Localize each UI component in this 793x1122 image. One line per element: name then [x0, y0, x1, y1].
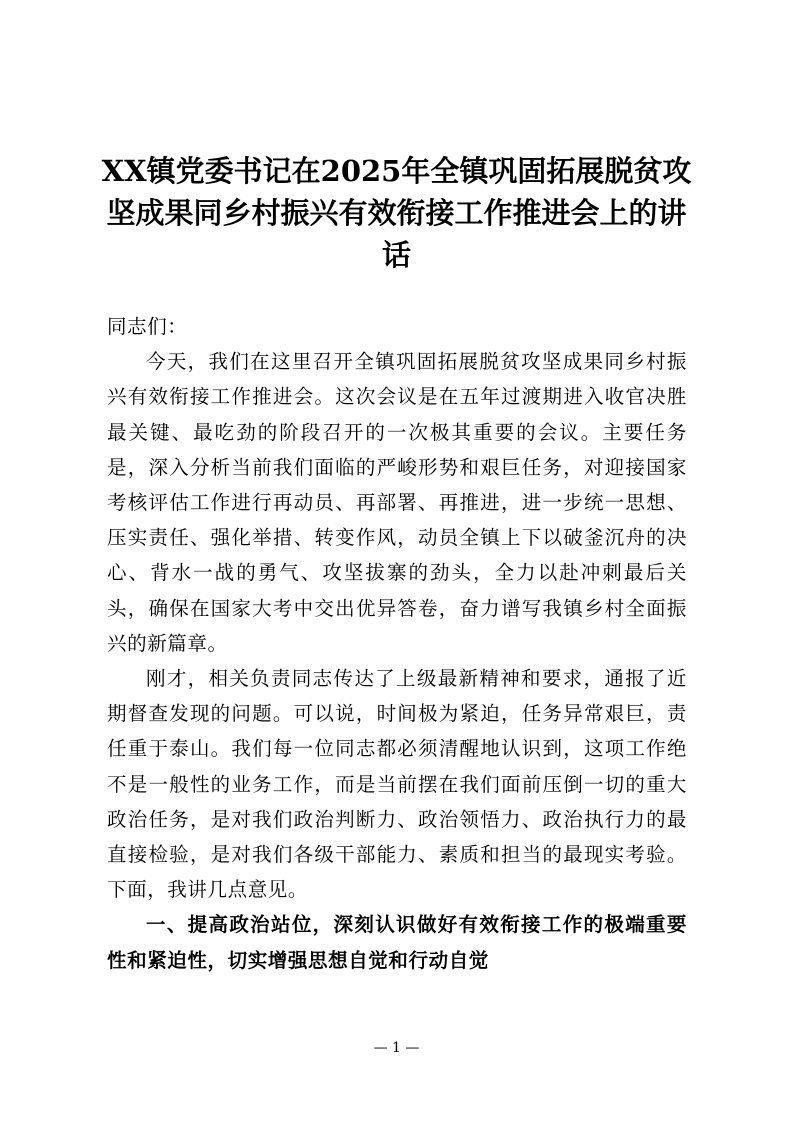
body-paragraph-context: 刚才，相关负责同志传达了上级最新精神和要求，通报了近期督查发现的问题。可以说，时间极为紧迫，任务异常艰巨，责任重于泰山。我们每一位同志都必须清醒地认识到，这项工作绝不是一般性的业务工作，而是当前摆在我们面前压倒一切的重大政治任务，是对我们政治判断力、政治领悟力、政治执行力的最直接检验，是对我们各级干部能力、素质和担当的最现实考验。下面，我讲几点意见。: [107, 667, 687, 902]
document-body: [107, 309, 687, 978]
salutation: 同志们：: [107, 315, 188, 338]
section-heading: 一、提高政治站位，深刻认识做好有效衔接工作的极端重要性和紧迫性，切实增强思想自觉和行动自觉: [107, 913, 687, 972]
page-number: — 1 —: [373, 1040, 420, 1056]
document-title: XX镇党委书记在2025年全镇巩固拓展脱贫攻坚成果同乡村振兴有效衔接工作推进会上的讲话: [101, 154, 692, 272]
body-paragraph-opening: 今天，我们在这里召开全镇巩固拓展脱贫攻坚成果同乡村振兴有效衔接工作推进会。这次会议是在五年过渡期进入收官决胜最关键、最吃劲的阶段召开的一次极其重要的会议。主要任务是，深入分析当前我们面临的严峻形势和艰巨任务，对迎接国家考核评估工作进行再动员、再部署、再推进，进一步统一思想、压实责任、强化举措、转变作风，动员全镇上下以破釜沉舟的决心、背水一战的勇气、攻坚拔寨的劲头，全力以赴冲刺最后关头，确保在国家大考中交出优异答卷，奋力谱写我镇乡村全面振兴的新篇章。: [107, 350, 687, 655]
